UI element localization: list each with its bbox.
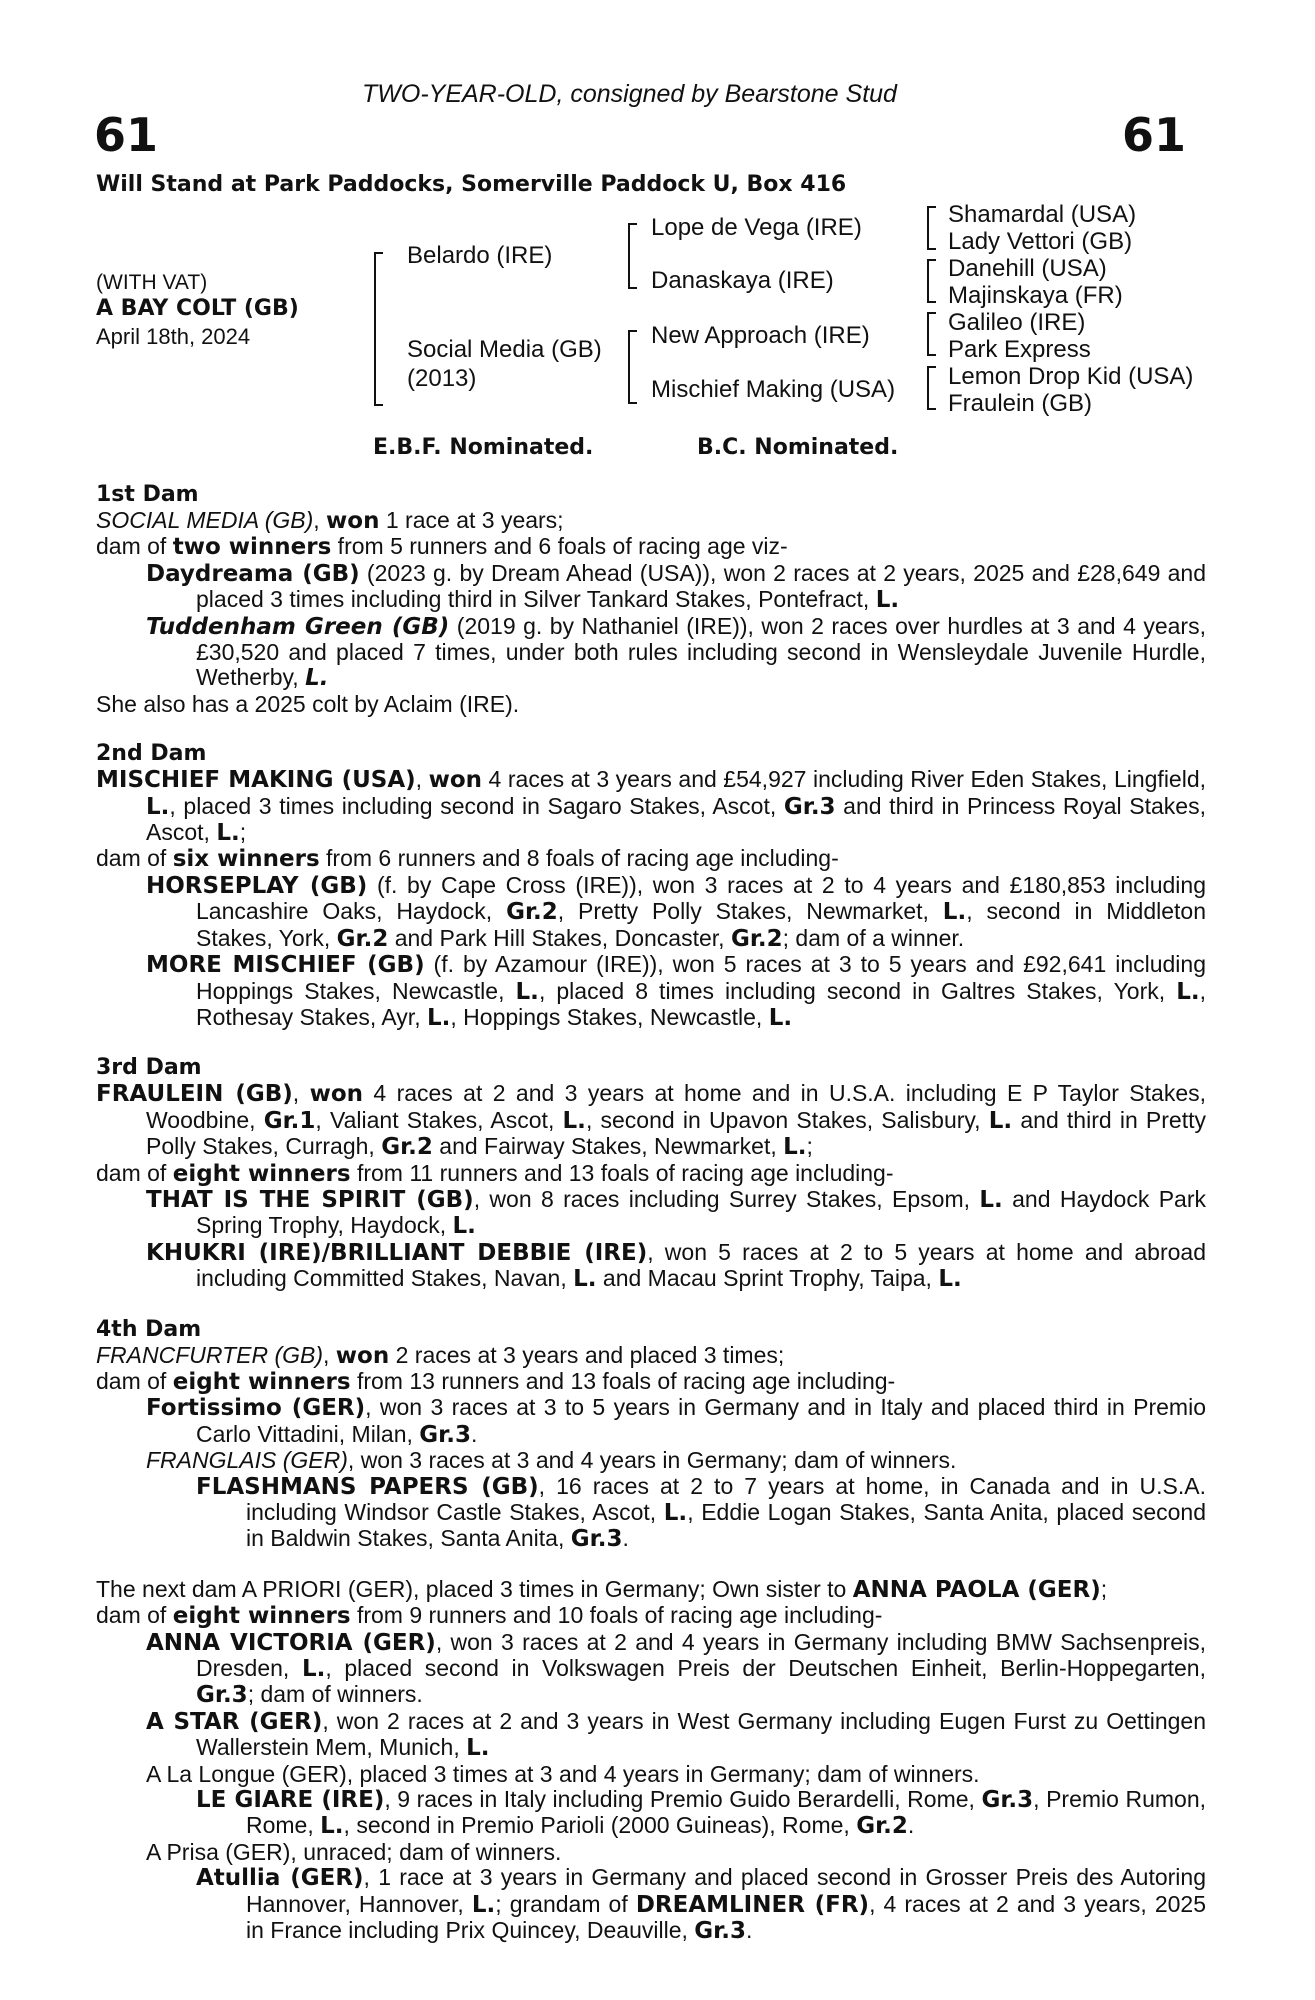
- lot-number-right: 61: [1122, 108, 1187, 162]
- lot-number-left: 61: [94, 108, 159, 162]
- produce-entry: KHUKRI (IRE)/BRILLIANT DEBBIE (IRE), won 5 races at 2 to 5 years at home and abroad including Committed Stakes, Navan, L. and Macau Sprint Trophy, Taipa, L.: [146, 1238, 1206, 1293]
- produce-summary: dam of eight winners from 11 runners and 13 foals of racing age including-: [96, 1159, 894, 1187]
- produce-name: A STAR (GER): [146, 1708, 323, 1735]
- first-dam-section: [96, 482, 1206, 717]
- produce-name: THAT IS THE SPIRIT (GB): [146, 1186, 474, 1213]
- produce-entry: A La Longue (GER), placed 3 times at 3 and 4 years in Germany; dam of winners.: [146, 1760, 980, 1787]
- section-heading: 2nd Dam: [96, 741, 207, 767]
- dam-record: MISCHIEF MAKING (USA), won 4 races at 3 years and £54,927 including River Eden Stakes, Lingfield, L., placed 3 times including second in Sagaro Stakes, Ascot, Gr.3 and third in Princess Royal Stakes, Ascot, L.;: [96, 766, 1207, 847]
- brace-g3: [927, 312, 936, 356]
- produce-note: She also has a 2025 colt by Aclaim (IRE).: [96, 690, 520, 717]
- produce-name: Fortissimo (GER): [146, 1395, 366, 1422]
- produce-summary: dam of eight winners from 9 runners and 10 foals of racing age including-: [96, 1602, 883, 1630]
- grandsire-3: Galileo (IRE): [948, 309, 1086, 336]
- produce-entry: HORSEPLAY (GB) (f. by Cape Cross (IRE)), won 3 races at 2 to 4 years and £180,853 including Lancashire Oaks, Haydock, Gr.2, Pretty Polly Stakes, Newmarket, L., second in Middleton Stakes, York, Gr.2 and Park Hill Stakes, Doncaster, Gr.2; dam of a winner.: [146, 871, 1207, 952]
- produce-entry: FLASHMANS PAPERS (GB), 16 races at 2 to 7 years at home, in Canada and in U.S.A. including Windsor Castle Stakes, Ascot, L., Eddie Logan Stakes, Santa Anita, placed second in Baldwin Stakes, Santa Anita, Gr.3.: [196, 1472, 1206, 1553]
- brace-dam-line: [628, 330, 637, 404]
- sire-sire: Lope de Vega (IRE): [651, 214, 862, 241]
- brace-g2: [927, 259, 936, 303]
- horse-name: A BAY COLT (GB): [96, 296, 299, 321]
- dam-record: The next dam A PRIORI (GER), placed 3 times in Germany; Own sister to ANNA PAOLA (GER);: [96, 1575, 1108, 1603]
- produce-name: LE GIARE (IRE): [196, 1787, 385, 1814]
- granddam-4: Fraulein (GB): [948, 390, 1093, 417]
- dam-record: FRANCFURTER (GB), won 2 races at 3 years and placed 3 times;: [96, 1341, 785, 1369]
- produce-name: FRANGLAIS (GER): [146, 1447, 348, 1474]
- produce-entry: FRANGLAIS (GER), won 3 races at 3 and 4 years in Germany; dam of winners.: [146, 1447, 957, 1474]
- dam-name: FRANCFURTER (GB): [96, 1341, 324, 1368]
- grandsire-1: Shamardal (USA): [948, 201, 1137, 228]
- section-heading: 4th Dam: [96, 1316, 202, 1342]
- produce-entry: LE GIARE (IRE), 9 races in Italy including Premio Guido Berardelli, Rome, Gr.3, Premio Rumon, Rome, L., second in Premio Parioli (2000 Guineas), Rome, Gr.2.: [196, 1786, 1206, 1840]
- produce-entry: THAT IS THE SPIRIT (GB), won 8 races including Surrey Stakes, Epsom, L. and Haydock Park Spring Trophy, Haydock, L.: [146, 1185, 1207, 1240]
- second-dam-section: [96, 741, 1206, 1031]
- produce-name: Atullia (GER): [196, 1865, 364, 1892]
- produce-entry: Tuddenham Green (GB) (2019 g. by Nathaniel (IRE)), won 2 races over hurdles at 3 and 4 years, £30,520 and placed 7 times, under both rules including second in Wensleydale Juvenile Hurdle, Wetherby, L.: [146, 612, 1206, 692]
- brace-g1: [927, 206, 936, 250]
- section-heading: 1st Dam: [96, 482, 199, 507]
- sire: Belardo (IRE): [407, 242, 553, 269]
- produce-entry: A STAR (GER), won 2 races at 2 and 3 years in West Germany including Eugen Furst zu Oettingen Wallerstein Mem, Munich, L.: [146, 1707, 1206, 1762]
- produce-name: Daydreama (GB): [146, 560, 360, 587]
- produce-summary: dam of six winners from 6 runners and 8 foals of racing age including-: [96, 845, 839, 873]
- produce-summary: dam of two winners from 5 runners and 6 foals of racing age viz-: [96, 533, 788, 561]
- produce-name: ANNA VICTORIA (GER): [146, 1629, 436, 1656]
- foaling-date: April 18th, 2024: [96, 324, 251, 349]
- dam-name: SOCIAL MEDIA (GB): [96, 507, 314, 533]
- dam-sire: New Approach (IRE): [651, 322, 870, 349]
- produce-entry: MORE MISCHIEF (GB) (f. by Azamour (IRE)), won 5 races at 3 to 5 years and £92,641 including Hoppings Stakes, Newcastle, L., placed 8 times including second in Galtres Stakes, York, L., Rothesay Stakes, Ayr, L., Hoppings Stakes, Newcastle, L.: [146, 951, 1207, 1031]
- dam-dam: Mischief Making (USA): [651, 376, 896, 403]
- produce-summary: dam of eight winners from 13 runners and 13 foals of racing age including-: [96, 1367, 896, 1395]
- sire-dam: Danaskaya (IRE): [651, 267, 834, 294]
- vat-note: (WITH VAT): [96, 271, 208, 294]
- produce-name: HORSEPLAY (GB): [146, 872, 368, 899]
- section-heading: 3rd Dam: [96, 1055, 202, 1081]
- granddam-3: Park Express: [948, 336, 1091, 363]
- produce-entry: Fortissimo (GER), won 3 races at 3 to 5 years in Germany and in Italy and placed third in Premio Carlo Vittadini, Milan, Gr.3.: [146, 1394, 1206, 1448]
- brace-sire-line: [628, 223, 637, 289]
- dam-name: FRAULEIN (GB): [96, 1081, 293, 1108]
- next-dam-section: [96, 1577, 1206, 1945]
- grandsire-2: Danehill (USA): [948, 255, 1107, 282]
- dam-name: MISCHIEF MAKING (USA): [96, 767, 416, 794]
- produce-name: MORE MISCHIEF (GB): [146, 952, 425, 979]
- catalogue-subtitle: TWO-YEAR-OLD, consigned by Bearstone Stud: [362, 80, 897, 108]
- produce-entry: Atullia (GER), 1 race at 3 years in Germany and placed second in Grosser Preis des Autoring Hannover, Hannover, L.; grandam of DREAMLINER (FR), 4 races at 2 and 3 years, 2025 in France including Prix Quincey, Deauville, Gr.3.: [196, 1864, 1207, 1945]
- brace-parents: [374, 252, 383, 406]
- ebf-nomination: E.B.F. Nominated.: [373, 435, 594, 460]
- granddam-2: Majinskaya (FR): [948, 282, 1123, 309]
- bc-nomination: B.C. Nominated.: [697, 435, 899, 460]
- produce-entry: ANNA VICTORIA (GER), won 3 races at 2 and 4 years in Germany including BMW Sachsenpreis, Dresden, L., placed second in Volkswagen Preis der Deutschen Einheit, Berlin-Hoppegarten, Gr.3; dam of winners.: [146, 1628, 1206, 1709]
- produce-name: FLASHMANS PAPERS (GB): [196, 1473, 539, 1500]
- third-dam-section: [96, 1055, 1206, 1292]
- dam-year: (2013): [407, 365, 477, 392]
- dam-record: SOCIAL MEDIA (GB), won 1 race at 3 years;: [96, 507, 564, 534]
- fourth-dam-section: [96, 1317, 1206, 1553]
- pedigree-notes: [96, 482, 1206, 1945]
- brace-g4: [927, 366, 936, 410]
- produce-entry: Daydreama (GB) (2023 g. by Dream Ahead (USA)), won 2 races at 2 years, 2025 and £28,649 and placed 3 times including third in Silver Tankard Stakes, Pontefract, L.: [146, 559, 1207, 614]
- dam: Social Media (GB): [407, 336, 602, 363]
- stand-location: Will Stand at Park Paddocks, Somerville Paddock U, Box 416: [96, 172, 847, 197]
- dam-record: FRAULEIN (GB), won 4 races at 2 and 3 years at home and in U.S.A. including E P Taylor Stakes, Woodbine, Gr.1, Valiant Stakes, Ascot, L., second in Upavon Stakes, Salisbury, L. and third in Pretty Polly Stakes, Curragh, Gr.2 and Fairway Stakes, Newmarket, L.;: [96, 1080, 1207, 1161]
- produce-name: Tuddenham Green (GB): [146, 613, 450, 640]
- produce-name: KHUKRI (IRE)/BRILLIANT DEBBIE (IRE): [146, 1239, 648, 1266]
- grandsire-4: Lemon Drop Kid (USA): [948, 363, 1194, 390]
- produce-entry: A Prisa (GER), unraced; dam of winners.: [146, 1838, 562, 1865]
- granddam-1: Lady Vettori (GB): [948, 228, 1133, 255]
